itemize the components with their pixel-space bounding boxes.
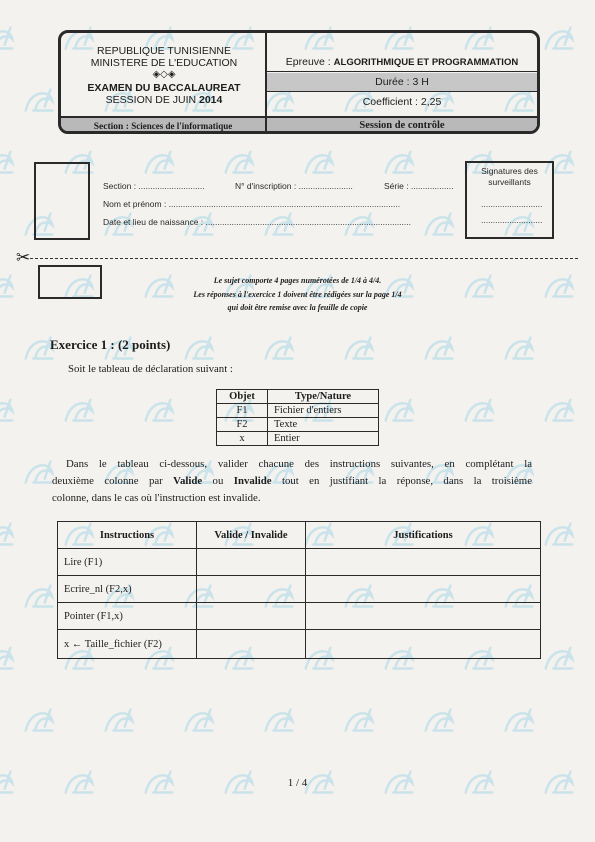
table-row: [58, 603, 541, 630]
watermark-logo-icon: [540, 20, 578, 58]
justification-cell[interactable]: [306, 549, 541, 576]
table-row: [217, 418, 379, 432]
ornament-icon: ◈◇◈: [152, 69, 176, 80]
epreuve-value: ALGORITHMIQUE ET PROGRAMMATION: [333, 57, 519, 68]
watermark-logo-icon: [300, 144, 338, 182]
header-subject: [267, 33, 537, 116]
watermark-logo-icon: [20, 702, 58, 740]
header-instructions: Instructions: [58, 522, 197, 549]
valide-cell[interactable]: [197, 549, 306, 576]
watermark-logo-icon: [380, 268, 418, 306]
para-line-2: [52, 473, 532, 490]
birth-field[interactable]: Date et lieu de naissance : .......................................................................................: [103, 217, 411, 227]
validation-table: [57, 521, 541, 659]
number-box[interactable]: [34, 162, 90, 240]
decl-header-type: Type/Nature: [268, 390, 379, 404]
watermark-logo-icon: [380, 144, 418, 182]
watermark-logo-icon: [0, 20, 18, 58]
watermark-logo-icon: [100, 702, 138, 740]
decl-objet: F1: [217, 404, 268, 418]
watermark-logo-icon: [260, 702, 298, 740]
session-date: [61, 94, 267, 106]
valide-cell[interactable]: [197, 603, 306, 630]
instruction-cell: x ← Taille_fichier (F2): [58, 630, 197, 659]
table-row: [217, 404, 379, 418]
exam-label: EXAMEN DU BACCALAUREAT: [87, 82, 241, 94]
watermark-logo-icon: [260, 330, 298, 368]
republic-label: REPUBLIQUE TUNISIENNE: [96, 45, 231, 57]
declaration-header-row: [217, 390, 379, 404]
decl-type: Texte: [268, 418, 379, 432]
watermark-logo-icon: [0, 268, 18, 306]
watermark-logo-icon: [500, 330, 538, 368]
coefficient-row: Coefficient : 2,25: [362, 96, 442, 108]
signature-line-1[interactable]: ..........................: [481, 199, 543, 209]
section-field: [61, 118, 265, 134]
watermark-logo-icon: [0, 144, 18, 182]
justification-cell[interactable]: [306, 603, 541, 630]
watermark-logo-icon: [540, 268, 578, 306]
section-field-input[interactable]: Section : ............................: [103, 181, 205, 191]
duree-row: Durée : 3 H: [267, 73, 537, 92]
instruction-cell: Lire (F1): [58, 549, 197, 576]
exercise-intro: Soit le tableau de déclaration suivant :: [68, 363, 233, 375]
watermark-logo-icon: [420, 330, 458, 368]
keyword-invalide: Invalide: [233, 475, 272, 487]
justification-cell[interactable]: [306, 576, 541, 603]
instruction-cell: Ecrire_nl (F2,x): [58, 576, 197, 603]
decl-type: Entier: [268, 432, 379, 446]
watermark-logo-icon: [420, 206, 458, 244]
watermark-logo-icon: [20, 578, 58, 616]
para-text: ou: [202, 475, 234, 487]
decl-objet: F2: [217, 418, 268, 432]
exam-header: [58, 30, 540, 134]
session-date-prefix: SESSION DE JUIN: [105, 94, 199, 106]
decl-header-objet: Objet: [217, 390, 268, 404]
watermark-logo-icon: [140, 144, 178, 182]
para-text: tout en justifiant la réponse, dans la troisième: [271, 475, 532, 487]
watermark-logo-icon: [300, 268, 338, 306]
header-justifications: Justifications: [306, 522, 541, 549]
epreuve-row: [267, 53, 537, 72]
watermark-logo-icon: [0, 640, 18, 678]
cut-line: [30, 258, 578, 259]
header-institution: [61, 33, 267, 116]
watermark-logo-icon: [540, 392, 578, 430]
watermark-logo-icon: [540, 640, 578, 678]
watermark-logo-icon: [340, 330, 378, 368]
decl-type: Fichier d'entiers: [268, 404, 379, 418]
decl-objet: x: [217, 432, 268, 446]
watermark-logo-icon: [60, 392, 98, 430]
validation-header-row: [58, 522, 541, 549]
watermark-logo-icon: [140, 392, 178, 430]
table-row: [217, 432, 379, 446]
para-line-1: Dans le tableau ci-dessous, valider chacune des instructions suivantes, en complétant la: [66, 458, 532, 470]
table-row: [58, 630, 541, 659]
serie-field[interactable]: Série : ..................: [384, 181, 454, 191]
table-row: [58, 576, 541, 603]
note-line-1: Le sujet comporte 4 pages numérotées de 1/4 à 4/4.: [213, 276, 382, 285]
session-type: Session de contrôle: [359, 120, 445, 131]
keyword-valide: Valide: [173, 475, 203, 487]
section-label: Section :: [93, 122, 132, 132]
scissors-icon: ✂: [16, 248, 31, 267]
watermark-logo-icon: [420, 702, 458, 740]
declaration-table: [216, 389, 379, 446]
watermark-logo-icon: [0, 392, 18, 430]
header-section-row: [61, 116, 537, 134]
watermark-logo-icon: [340, 702, 378, 740]
watermark-logo-icon: [460, 268, 498, 306]
note-line-3: qui doit être remise avec la feuille de copie: [227, 303, 368, 312]
ministry-label: MINISTERE DE L'EDUCATION: [90, 57, 238, 69]
justification-cell[interactable]: [306, 630, 541, 659]
exercise-instructions: [52, 456, 532, 507]
instruction-cell: Pointer (F1,x): [58, 603, 197, 630]
watermark-logo-icon: [220, 268, 258, 306]
inscription-field[interactable]: N° d'inscription : .......................: [235, 181, 353, 191]
para-line-3: colonne, dans le cas où l'instruction est invalide.: [52, 492, 261, 504]
note-line-2: Les réponses à l'exercice 1 doivent être rédigées sur la page 1/4: [193, 290, 402, 299]
watermark-logo-icon: [0, 516, 18, 554]
header-valide: Valide / Invalide: [197, 522, 306, 549]
watermark-logo-icon: [140, 268, 178, 306]
name-field[interactable]: Nom et prénom : ..................................................................................................: [103, 199, 401, 209]
signatures-label: Signatures des surveillants: [481, 166, 538, 187]
watermark-logo-icon: [180, 702, 218, 740]
section-value: Sciences de l'informatique: [131, 121, 233, 131]
session-year: 2014: [199, 94, 223, 106]
table-row: [58, 549, 541, 576]
exercise-title: Exercice 1 : (2 points): [50, 337, 171, 352]
watermark-logo-icon: [500, 702, 538, 740]
page-number: 1 / 4: [287, 777, 308, 789]
watermark-logo-icon: [540, 516, 578, 554]
watermark-logo-icon: [220, 144, 258, 182]
valide-cell[interactable]: [197, 576, 306, 603]
watermark-logo-icon: [20, 82, 58, 120]
para-text: deuxième colonne par: [52, 475, 174, 487]
valide-cell[interactable]: [197, 630, 306, 659]
epreuve-label: Epreuve :: [285, 56, 334, 68]
watermark-logo-icon: [380, 392, 418, 430]
watermark-logo-icon: [460, 392, 498, 430]
signatures-box: [465, 161, 554, 239]
signature-line-2[interactable]: ..........................: [481, 215, 543, 225]
